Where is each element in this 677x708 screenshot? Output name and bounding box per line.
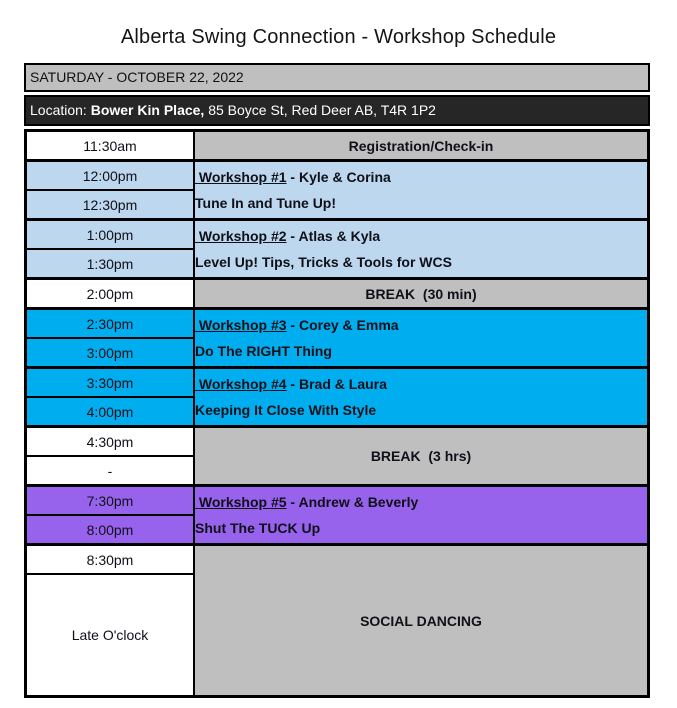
event-workshop-4 (194, 368, 649, 427)
workshop-subtitle: Shut The TUCK Up (195, 520, 321, 536)
event-social-dancing: SOCIAL DANCING (194, 545, 649, 697)
time-cell: 11:30am (26, 131, 195, 161)
workshop-subtitle: Keeping It Close With Style (195, 402, 377, 418)
workshop-number: Workshop #3 (195, 317, 287, 333)
event-workshop-3 (194, 309, 649, 368)
location-venue: Bower Kin Place, (90, 102, 205, 118)
time-cell: 1:30pm (26, 249, 195, 279)
event-break-3hrs: BREAK (3 hrs) (194, 427, 649, 486)
time-cell: 4:00pm (26, 397, 195, 427)
event-break-30min: BREAK (30 min) (194, 279, 649, 309)
workshop-subtitle: Tune In and Tune Up! (195, 195, 337, 211)
time-cell: 8:00pm (26, 515, 195, 545)
schedule-content (24, 63, 650, 698)
time-cell: 12:00pm (26, 161, 195, 191)
time-cell: 3:30pm (26, 368, 195, 398)
time-cell: 12:30pm (26, 190, 195, 220)
location-address: 85 Boyce St, Red Deer AB, T4R 1P2 (204, 102, 436, 118)
table-row (26, 309, 649, 339)
time-cell: 2:30pm (26, 309, 195, 339)
workshop-title-line (195, 371, 647, 397)
workshop-subtitle: Level Up! Tips, Tricks & Tools for WCS (195, 254, 452, 270)
table-row (26, 161, 649, 191)
workshop-title-line (195, 489, 647, 515)
time-cell: 4:30pm (26, 427, 195, 457)
table-row (26, 486, 649, 516)
event-workshop-2 (194, 220, 649, 279)
workshop-title-line (195, 223, 647, 249)
schedule-table (24, 129, 650, 698)
workshop-number: Workshop #5 (195, 494, 287, 510)
workshop-instructors: - Corey & Emma (286, 317, 399, 333)
time-cell: 2:00pm (26, 279, 195, 309)
location-label: Location: (30, 102, 91, 118)
time-cell: 8:30pm (26, 545, 195, 575)
workshop-number: Workshop #2 (195, 228, 287, 244)
event-workshop-1 (194, 161, 649, 220)
page-title: Alberta Swing Connection - Workshop Schedule (120, 26, 557, 48)
date-banner: SATURDAY - OCTOBER 22, 2022 (24, 63, 650, 92)
workshop-subtitle: Do The RIGHT Thing (195, 343, 332, 359)
table-row (26, 131, 649, 161)
table-row (26, 279, 649, 309)
table-row (26, 427, 649, 457)
time-cell: 7:30pm (26, 486, 195, 516)
table-row (26, 545, 649, 575)
time-cell: 3:00pm (26, 338, 195, 368)
workshop-instructors: - Atlas & Kyla (286, 228, 381, 244)
workshop-title-line (195, 312, 647, 338)
workshop-number: Workshop #4 (195, 376, 287, 392)
time-cell: - (26, 456, 195, 486)
event-registration: Registration/Check-in (194, 131, 649, 161)
event-workshop-5 (194, 486, 649, 545)
time-cell: Late O'clock (26, 574, 195, 697)
workshop-instructors: - Kyle & Corina (286, 169, 391, 185)
table-row (26, 368, 649, 398)
table-row (26, 220, 649, 250)
workshop-title-line (195, 164, 647, 190)
workshop-instructors: - Brad & Laura (286, 376, 387, 392)
time-cell: 1:00pm (26, 220, 195, 250)
location-banner (24, 95, 650, 126)
workshop-instructors: - Andrew & Beverly (286, 494, 419, 510)
workshop-number: Workshop #1 (195, 169, 287, 185)
